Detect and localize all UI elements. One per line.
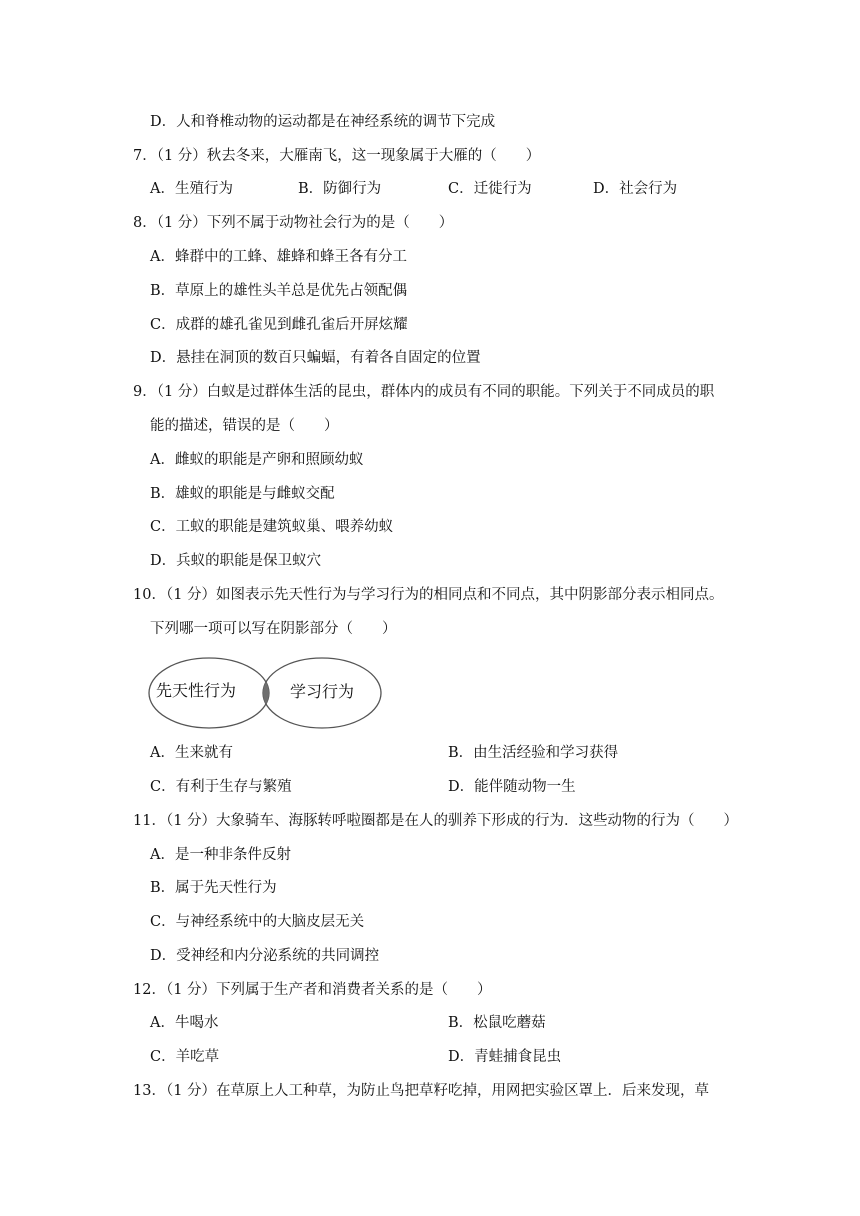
q11-stem: 11．（1 分）大象骑车、海豚转呼啦圈都是在人的驯养下形成的行为．这些动物的行为（ ） — [133, 813, 739, 829]
q8-stem: 8．（1 分）下列不属于动物社会行为的是（ ） — [133, 215, 454, 231]
venn-right-label: 学习行为 — [290, 682, 355, 701]
q12-option-b: B．松鼠吃蘑菇 — [448, 1015, 546, 1031]
q10-option-a: A．生来就有 — [150, 745, 233, 761]
q8-option-b: B．草原上的雄性头羊总是优先占领配偶 — [150, 283, 408, 299]
q10-option-d: D．能伴随动物一生 — [448, 779, 576, 795]
q9-stem-line1: 9．（1 分）白蚁是过群体生活的昆虫，群体内的成员有不同的职能。下列关于不同成员的职 — [133, 384, 715, 400]
venn-left-label: 先天性行为 — [156, 681, 237, 700]
q11-option-c: C．与神经系统中的大脑皮层无关 — [150, 914, 365, 930]
q9-option-d: D．兵蚁的职能是保卫蚁穴 — [150, 553, 322, 569]
q10-option-c: C．有利于生存与繁殖 — [150, 779, 292, 795]
q9-stem-line2: 能的描述，错误的是（ ） — [150, 418, 339, 434]
q12-option-c: C．羊吃草 — [150, 1049, 220, 1065]
q9-option-b: B．雄蚁的职能是与雌蚁交配 — [150, 486, 335, 502]
q9-option-a: A．雌蚁的职能是产卵和照顾幼蚁 — [150, 452, 364, 468]
q11-option-a: A．是一种非条件反射 — [150, 847, 291, 863]
q10-option-b: B．由生活经验和学习获得 — [448, 745, 619, 761]
q9-option-c: C．工蚁的职能是建筑蚁巢、喂养幼蚁 — [150, 519, 394, 535]
q7-option-a: A．生殖行为 — [150, 181, 233, 197]
q6-option-d: D．人和脊椎动物的运动都是在神经系统的调节下完成 — [150, 114, 496, 130]
q7-option-d: D．社会行为 — [593, 181, 678, 197]
q8-option-d: D．悬挂在洞顶的数百只蝙蝠，有着各自固定的位置 — [150, 350, 481, 366]
q7-option-c: C．迁徙行为 — [448, 181, 532, 197]
q8-option-c: C．成群的雄孔雀见到雌孔雀后开屏炫耀 — [150, 317, 408, 333]
q7-stem: 7．（1 分）秋去冬来，大雁南飞，这一现象属于大雁的（ ） — [133, 148, 541, 164]
q12-option-a: A．牛喝水 — [150, 1015, 219, 1031]
q12-option-d: D．青蛙捕食昆虫 — [448, 1049, 562, 1065]
q12-stem: 12．（1 分）下列属于生产者和消费者关系的是（ ） — [133, 982, 492, 998]
q7-option-b: B．防御行为 — [298, 181, 382, 197]
q10-stem-line1: 10．（1 分）如图表示先天性行为与学习行为的相同点和不同点，其中阴影部分表示相同点。 — [133, 587, 724, 603]
q10-stem-line2: 下列哪一项可以写在阴影部分（ ） — [150, 621, 397, 637]
q13-stem: 13．（1 分）在草原上人工种草，为防止鸟把草籽吃掉，用网把实验区罩上．后来发现，草 — [133, 1083, 710, 1099]
q8-option-a: A．蜂群中的工蜂、雄蜂和蜂王各有分工 — [150, 249, 407, 265]
q11-option-d: D．受神经和内分泌系统的共同调控 — [150, 948, 380, 964]
venn-diagram — [148, 656, 384, 732]
q11-option-b: B．属于先天性行为 — [150, 880, 277, 896]
